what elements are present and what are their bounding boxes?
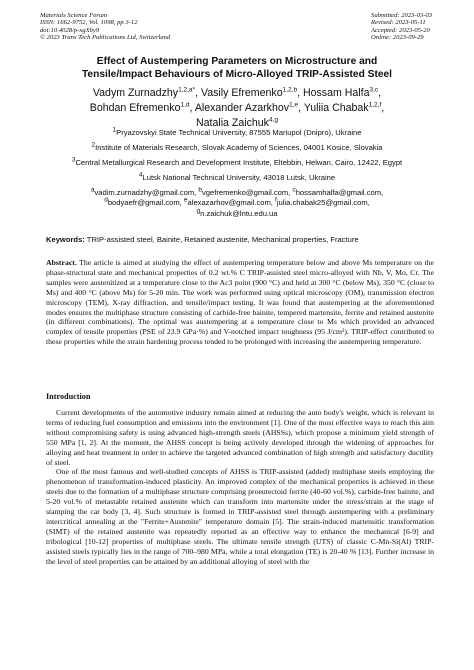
paragraph: One of the most famous and well-studied concepts of AHSS is TRIP-assisted (added) multiphase steels employing the phenomenon of transformation-induced plasticity. An improved complex of the mechanical properties is achieved in these steels due to the formation of a multiphase structure comprising proeutectoid ferrite (40-60 vol.%), carbide-free bainite, and 5-20 vol.% of metastable retained austenite which can transform into martensite under the stress/strain at the stage of stamping the car body [3, 4]. Such structure is formed in TRIP-assisted steel through austempering with a preliminary intercritical annealing at the "Ferrite+Austenite" temperature domain [5]. The strain-induced martensitic transformation (SIMT) of the retained austenite was repeatedly reported as an effective way to enhance the mechanical [6-9] and tribological [10-12] properties of multiphase steels. The ultimate tensile strength (UTS) of classic C-Mn-Si(Al) TRIP-assisted steels typically lies in the range of 700–980 MPa, while a total elongation (TE) is 20-40 % [13]. Further increase in the level of steel properties can be attained by an additional alloying of steel with the: [46, 467, 434, 566]
email-sup: c: [292, 186, 296, 194]
affiliation-text: Pryazovskyi State Technical University, 87555 Mariupol (Dnipro), Ukraine: [116, 128, 362, 137]
author-sup: 1,2,b: [282, 86, 298, 94]
introduction-body: [46, 408, 434, 567]
accepted-date: Accepted: 2023-05-20: [371, 26, 430, 34]
author-name: Natalia Zaichuk: [195, 117, 269, 129]
email-sup: g: [196, 207, 201, 215]
author-name: Yuliia Chabak: [303, 102, 369, 114]
author-sup: 3,c: [369, 86, 379, 94]
email-sup: f: [275, 196, 277, 204]
email-sup: d: [104, 196, 108, 204]
email-link[interactable]: bodyaefr@gmail.com,: [107, 198, 184, 208]
email-sup: a: [90, 186, 95, 194]
author-name: Vasily Efremenko: [200, 87, 283, 99]
email-link[interactable]: vgefremenko@gmail.com,: [202, 188, 293, 197]
email-line: [40, 209, 434, 219]
copyright-line: © 2023 Trans Tech Publications Ltd, Switzerland: [40, 34, 171, 42]
email-list: [40, 188, 434, 219]
journal-name: Materials Science Forum: [40, 12, 108, 19]
email-sup: e: [183, 196, 188, 204]
affiliation-sup: 4: [138, 171, 143, 179]
author-sep: ,: [297, 87, 303, 99]
author-sup: 4,g: [268, 116, 279, 124]
affiliation: [40, 173, 434, 183]
email-link[interactable]: julia.chabak25@gmail.com,: [276, 198, 370, 208]
abstract-text: The article is aimed at studying the effect of austempering temperature below and above Ms temperature on the phase-structural state and mechanical properties of 0.2 wt.% C TRIP-assisted steel micro-alloyed with Nb, V, Mo, Cr. The samples were austenitized at a temperature close to the Ac3 point (900 °C) and held at 300 °C (below Ms), 350 °C (close to Ms) and 400 °C (above Ms) for 5-20 min. The work was performed using optical microscopy (OM), transmission electron microscopy (TEM), X-ray diffraction, and tensile/impact testing. It was found that austempering at the aforementioned modes ensures the multiphase structure consisting of carbide-free bainite, tempered martensite, ferrite and retained austenite (in different combinations). The optimal was austempering at a temperature close to Ms which provided an advanced complex of tensile properties (PSE of 23.9 GPa·%) and V-notched impact toughness (95 J/cm²). TRIP-effect contributed to these properties while the strain hardening process tended to be prolonged with increasing the austempering temperature.: [46, 258, 434, 347]
keywords-text: TRIP-assisted steel, Bainite, Retained austenite, Mechanical properties, Fracture: [84, 235, 359, 244]
section-heading: Introduction: [46, 392, 91, 401]
author-sup: 1,2,f: [368, 101, 382, 109]
affiliation: [40, 158, 434, 168]
author-line: [40, 101, 434, 116]
author-name: Bohdan Efremenko: [89, 102, 181, 114]
abstract: [46, 258, 434, 347]
email-link[interactable]: vadim.zurnadzhy@gmail.com,: [94, 188, 199, 197]
author-sep: ,: [381, 102, 385, 114]
email-link[interactable]: hossamhalfa@gmail.com,: [295, 188, 384, 197]
email-link[interactable]: n.zaichuk@lntu.edu.ua: [200, 208, 278, 218]
affiliation-text: Central Metallurgical Research and Development Institute, Eltebbin, Helwan, Cairo, 12422, Egypt: [75, 158, 403, 167]
affiliation-sup: 1: [112, 126, 117, 134]
author-sep: ,: [189, 102, 195, 114]
author-sep: ,: [298, 102, 304, 114]
affiliation: [40, 143, 434, 153]
email-link[interactable]: alexazarhov@gmail.com,: [187, 198, 276, 208]
publication-dates: [371, 12, 432, 42]
abstract-label: Abstract.: [46, 258, 77, 267]
author-sup: 1,d: [180, 101, 190, 109]
author-sep: ,: [378, 87, 382, 99]
email-line: [40, 188, 434, 198]
paper-title: [40, 55, 434, 81]
author-sep: ,: [195, 87, 201, 99]
journal-info: [40, 12, 170, 42]
author-sup: 1,e: [289, 101, 299, 109]
online-date: Online: 2023-09-29: [371, 34, 424, 42]
author-line: [40, 86, 434, 101]
author-name: Hossam Halfa: [302, 87, 370, 99]
keywords: [46, 235, 434, 245]
affiliation-text: Lutsk National Technical University, 43018 Lutsk, Ukraine: [142, 173, 336, 182]
paragraph: Current developments of the automotive industry remain aimed at reducing the auto body's weight, which is relevant in terms of reducing fuel consumption and emissions into the environment [1]. One of the most effective ways to reach this aim without compromising safety is using advanced high-strength steels (AHSSs), which propose a minimum yield strength of 550 MPa [1, 2]. At the moment, the AHSS concept is being actively developed through the widening of approaches for alloying and heat treatment in order to achieve the targeted advanced combination of high strength and satisfactory ductility of steel.: [46, 408, 434, 467]
title-line: Tensile/Impact Behaviours of Micro-Alloyed TRIP-Assisted Steel: [81, 69, 393, 80]
revised-date: Revised: 2023-05-11: [371, 19, 426, 27]
author-name: Vadym Zurnadzhy: [92, 87, 179, 99]
title-line: Effect of Austempering Parameters on Microstructure and: [96, 56, 378, 67]
email-line: [40, 198, 434, 208]
submitted-date: Submitted: 2023-03-03: [371, 12, 432, 19]
affiliation: [40, 128, 434, 138]
author-name: Alexander Azarkhov: [194, 102, 290, 114]
email-sup: b: [198, 186, 202, 194]
affiliation-sup: 3: [71, 156, 76, 164]
affiliation-sup: 2: [91, 141, 96, 149]
doi-line: doi:10.4028/p-xgXby9: [40, 26, 100, 34]
affiliation-text: Institute of Materials Research, Slovak Academy of Sciences, 04001 Kosice, Slovakia: [95, 143, 383, 152]
issn-line: ISSN: 1662-9752, Vol. 1098, pp 3-12: [40, 19, 138, 27]
author-sup: 1,2,a*: [178, 86, 196, 94]
keywords-label: Keywords:: [46, 235, 85, 244]
